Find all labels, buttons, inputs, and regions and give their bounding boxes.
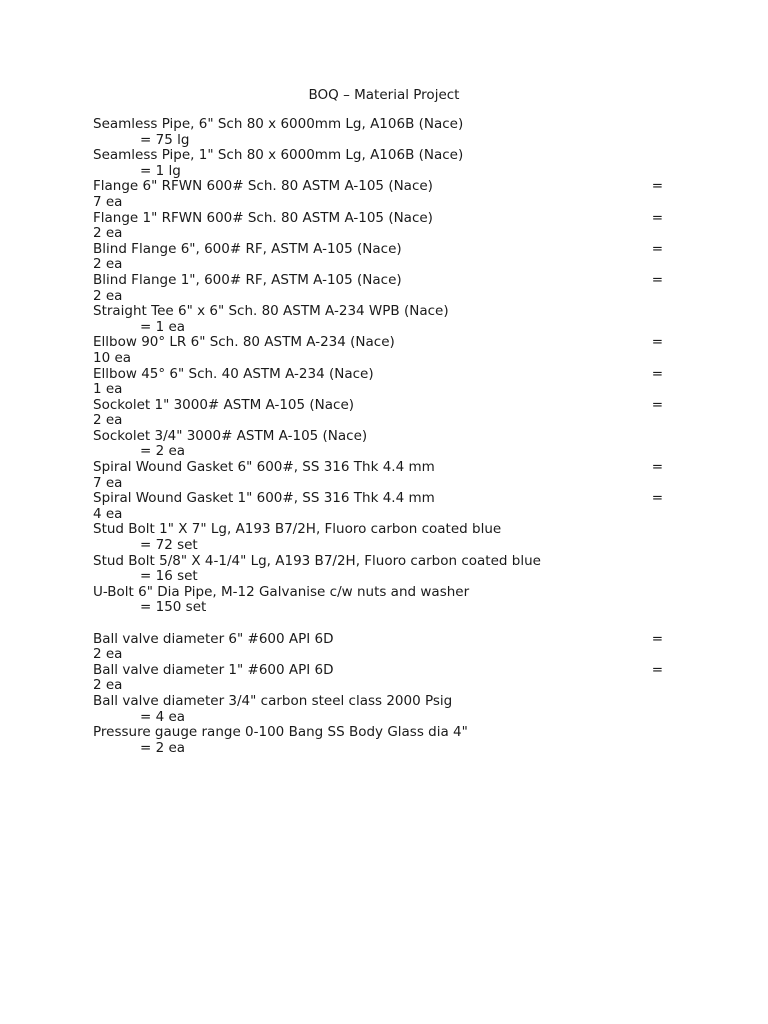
equals-sign: = (651, 630, 663, 647)
item-quantity: 2 ea (93, 256, 123, 273)
item-description: Ellbow 45° 6" Sch. 40 ASTM A-234 (Nace) (93, 365, 374, 382)
valve-list (93, 632, 693, 757)
item-quantity: 7 ea (93, 474, 123, 491)
equals-sign: = (651, 271, 663, 288)
item-description: U-Bolt 6" Dia Pipe, M-12 Galvanise c/w nuts and washer (93, 583, 470, 600)
item-quantity: 1 ea (93, 381, 123, 398)
item-quantity: = 4 ea (140, 708, 186, 725)
item-description: Flange 1" RFWN 600# Sch. 80 ASTM A-105 (Nace) (93, 209, 433, 226)
boq-item (93, 367, 675, 398)
equals-sign: = (651, 459, 663, 476)
section-gap (93, 616, 693, 632)
boq-item (93, 460, 675, 491)
item-quantity: 10 ea (93, 349, 132, 366)
item-quantity: = 2 ea (140, 739, 186, 756)
item-description: Blind Flange 6", 600# RF, ASTM A-105 (Nace) (93, 240, 402, 257)
equals-sign: = (651, 365, 663, 382)
boq-item (93, 242, 675, 273)
item-description: Seamless Pipe, 1" Sch 80 x 6000mm Lg, A106B (Nace) (93, 147, 464, 164)
boq-item (93, 554, 675, 585)
boq-item (93, 725, 675, 756)
item-quantity: = 1 ea (140, 318, 186, 335)
document-page (93, 86, 693, 756)
item-description: Ball valve diameter 3/4" carbon steel class 2000 Psig (93, 692, 453, 709)
item-quantity: = 16 set (140, 568, 198, 585)
boq-item (93, 179, 675, 210)
item-description: Sockolet 1" 3000# ASTM A-105 (Nace) (93, 396, 355, 413)
item-description: Ball valve diameter 6" #600 API 6D (93, 630, 334, 647)
boq-item (93, 211, 675, 242)
boq-item (93, 663, 675, 694)
item-quantity: = 72 set (140, 537, 198, 554)
boq-item (93, 398, 675, 429)
item-description: Pressure gauge range 0-100 Bang SS Body Glass dia 4" (93, 724, 468, 741)
boq-item (93, 694, 675, 725)
boq-item (93, 273, 675, 304)
boq-item (93, 585, 675, 616)
item-quantity: = 1 lg (140, 162, 181, 179)
equals-sign: = (651, 334, 663, 351)
item-description: Stud Bolt 5/8" X 4-1/4" Lg, A193 B7/2H, Fluoro carbon coated blue (93, 552, 541, 569)
boq-item (93, 148, 675, 179)
boq-item (93, 522, 675, 553)
boq-item (93, 304, 675, 335)
equals-sign: = (651, 178, 663, 195)
boq-item (93, 632, 675, 663)
equals-sign: = (651, 490, 663, 507)
item-quantity: 2 ea (93, 412, 123, 429)
item-quantity: = 150 set (140, 599, 207, 616)
item-quantity: = 2 ea (140, 443, 186, 460)
item-description: Stud Bolt 1" X 7" Lg, A193 B7/2H, Fluoro carbon coated blue (93, 521, 502, 538)
item-quantity: 4 ea (93, 505, 123, 522)
item-description: Spiral Wound Gasket 1" 600#, SS 316 Thk 4.4 mm (93, 490, 435, 507)
boq-item (93, 117, 675, 148)
item-quantity: = 75 lg (140, 131, 190, 148)
item-description: Spiral Wound Gasket 6" 600#, SS 316 Thk 4.4 mm (93, 459, 435, 476)
boq-item (93, 335, 675, 366)
item-description: Sockolet 3/4" 3000# ASTM A-105 (Nace) (93, 427, 368, 444)
equals-sign: = (651, 396, 663, 413)
equals-sign: = (651, 240, 663, 257)
item-description: Seamless Pipe, 6" Sch 80 x 6000mm Lg, A106B (Nace) (93, 116, 464, 132)
item-description: Straight Tee 6" x 6" Sch. 80 ASTM A-234 WPB (Nace) (93, 303, 449, 320)
item-quantity: 7 ea (93, 193, 123, 210)
item-quantity: 2 ea (93, 287, 123, 304)
material-list (93, 117, 693, 616)
item-quantity: 2 ea (93, 646, 123, 663)
item-description: Flange 6" RFWN 600# Sch. 80 ASTM A-105 (Nace) (93, 178, 433, 195)
item-description: Blind Flange 1", 600# RF, ASTM A-105 (Nace) (93, 271, 402, 288)
boq-item (93, 429, 675, 460)
item-quantity: 2 ea (93, 677, 123, 694)
item-description: Ellbow 90° LR 6" Sch. 80 ASTM A-234 (Nace) (93, 334, 395, 351)
equals-sign: = (651, 661, 663, 678)
equals-sign: = (651, 209, 663, 226)
document-title: BOQ – Material Project (308, 87, 460, 103)
item-quantity: 2 ea (93, 225, 123, 242)
item-description: Ball valve diameter 1" #600 API 6D (93, 661, 334, 678)
boq-item (93, 491, 675, 522)
